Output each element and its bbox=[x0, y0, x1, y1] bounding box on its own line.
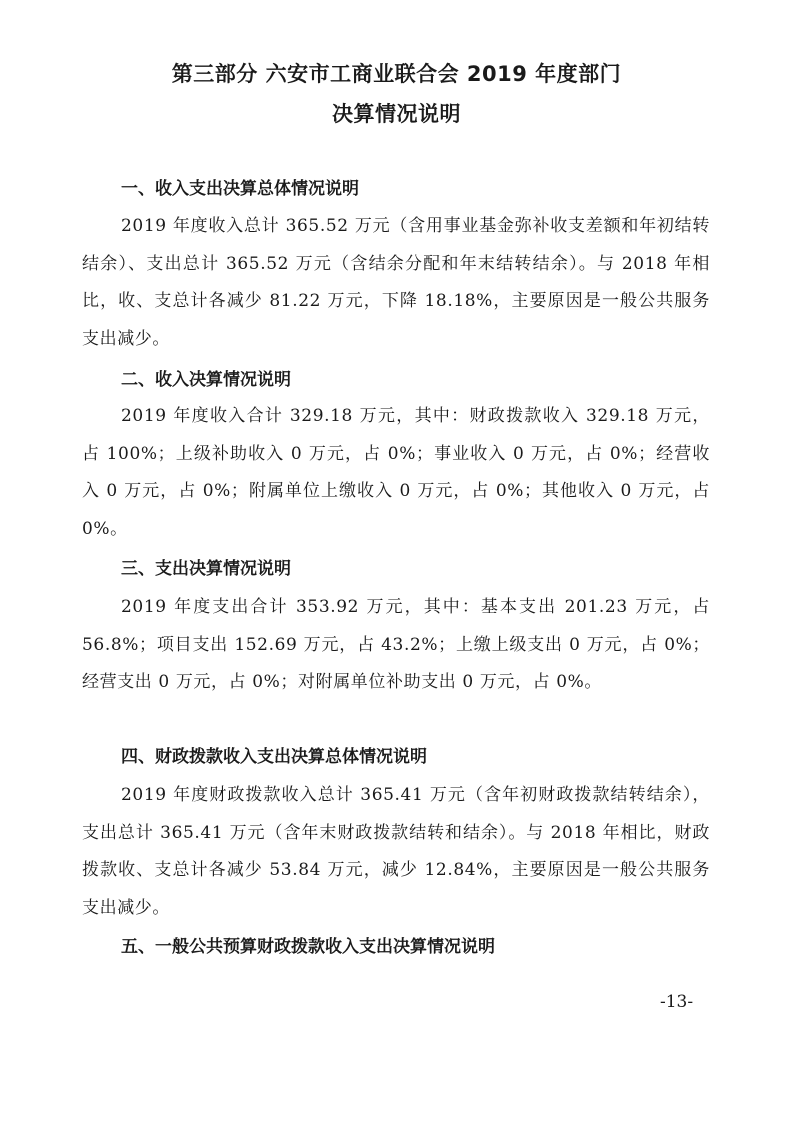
page-number: -13- bbox=[660, 992, 694, 1012]
document-title-line-1: 第三部分 六安市工商业联合会 2019 年度部门 bbox=[171, 62, 622, 86]
document-title-line-2: 决算情况说明 bbox=[332, 102, 461, 126]
section-heading-income-expenditure-overview: 一、收入支出决算总体情况说明 bbox=[121, 179, 359, 199]
section-heading-income: 二、收入决算情况说明 bbox=[121, 370, 291, 390]
section-heading-general-public-budget: 五、一般公共预算财政拨款收入支出决算情况说明 bbox=[121, 937, 495, 957]
section-body-income-expenditure-overview: 2019 年度收入总计 365.52 万元（含用事业基金弥补收支差额和年初结转结余）、支出总计 365.52 万元（含结余分配和年末结转结余）。与 2018 年相比，收、支总计各减少 81.22 万元，下降 18.18%，主要原因是一般公共服务支出减少。 bbox=[82, 216, 710, 349]
section-body-expenditure: 2019 年度支出合计 353.92 万元，其中：基本支出 201.23 万元，占 56.8%；项目支出 152.69 万元，占 43.2%；上缴上级支出 0 万元，占 0%；经营支出 0 万元，占 0%；对附属单位补助支出 0 万元，占 0%。 bbox=[82, 597, 710, 692]
section-heading-fiscal-appropriation-overview: 四、财政拨款收入支出决算总体情况说明 bbox=[121, 747, 427, 767]
section-heading-expenditure: 三、支出决算情况说明 bbox=[121, 559, 291, 579]
section-body-income: 2019 年度收入合计 329.18 万元，其中：财政拨款收入 329.18 万元，占 100%；上级补助收入 0 万元，占 0%；事业收入 0 万元，占 0%；经营收入 0 万元，占 0%；附属单位上缴收入 0 万元，占 0%；其他收入 0 万元，占 0%。 bbox=[82, 406, 710, 539]
section-body-fiscal-appropriation-overview: 2019 年度财政拨款收入总计 365.41 万元（含年初财政拨款结转结余），支出总计 365.41 万元（含年末财政拨款结转和结余）。与 2018 年相比，财政拨款收、支总计各减少 53.84 万元，减少 12.84%，主要原因是一般公共服务支出减少。 bbox=[82, 785, 710, 918]
